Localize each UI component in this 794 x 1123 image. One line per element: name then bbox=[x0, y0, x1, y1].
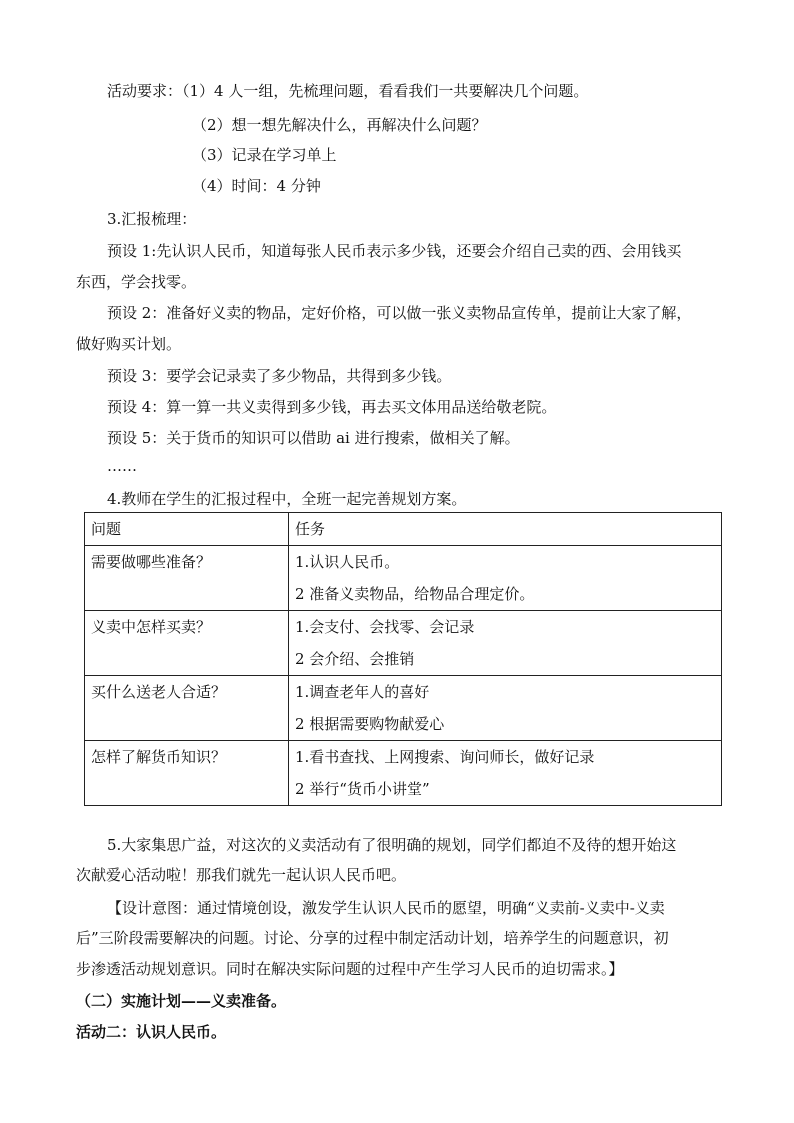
design-intent-line-3: 步渗透活动规划意识。同时在解决实际问题的过程中产生学习人民币的迫切需求。】 bbox=[76, 960, 624, 978]
task-line: 2 根据需要购物献爱心 bbox=[295, 715, 445, 733]
task-line: 1.会支付、会找零、会记录 bbox=[295, 618, 475, 636]
requirement-item-4: （4）时间：4 分钟 bbox=[192, 177, 321, 195]
preset-1-line-2: 东西，学会找零。 bbox=[76, 273, 197, 291]
table-cell-tasks bbox=[289, 546, 722, 611]
preset-3: 预设 3：要学会记录卖了多少物品，共得到多少钱。 bbox=[107, 367, 452, 385]
preset-2-line-1: 预设 2：准备好义卖的物品，定好价格，可以做一张义卖物品宣传单，提前让大家了解， bbox=[107, 304, 692, 322]
plan-table bbox=[84, 512, 722, 806]
task-line: 1.调查老年人的喜好 bbox=[295, 683, 430, 701]
table-header-row bbox=[85, 513, 722, 546]
ellipsis: …… bbox=[107, 457, 137, 475]
task-line: 2 会介绍、会推销 bbox=[295, 650, 415, 668]
preset-2-line-2: 做好购买计划。 bbox=[76, 335, 182, 353]
preset-1-line-1: 预设 1:先认识人民币，知道每张人民币表示多少钱，还要会介绍自己卖的西、会用钱买 bbox=[107, 242, 682, 260]
design-intent-line-1: 【设计意图：通过情境创设，激发学生认识人民币的愿望，明确“义卖前-义卖中-义卖 bbox=[107, 899, 665, 917]
requirement-item-1: （1）4 人一组，先梳理问题，看看我们一共要解决几个问题。 bbox=[182, 82, 589, 100]
table-cell-tasks bbox=[289, 741, 722, 806]
table-row bbox=[85, 676, 722, 741]
requirement-item-3: （3）记录在学习单上 bbox=[192, 146, 337, 164]
table-cell-question: 怎样了解货币知识？ bbox=[85, 741, 289, 806]
task-line: 2 准备义卖物品，给物品合理定价。 bbox=[295, 585, 535, 603]
preset-4: 预设 4：算一算一共义卖得到多少钱，再去买文体用品送给敬老院。 bbox=[107, 398, 557, 416]
table-cell-tasks bbox=[289, 676, 722, 741]
activity-requirements-label: 活动要求： bbox=[107, 82, 183, 100]
preset-5: 预设 5：关于货币的知识可以借助 ai 进行搜索，做相关了解。 bbox=[107, 429, 520, 447]
table-header-task: 任务 bbox=[289, 513, 722, 546]
design-intent-line-2: 后”三阶段需要解决的问题。讨论、分享的过程中制定活动计划，培养学生的问题意识，初 bbox=[76, 929, 669, 947]
section5-line-2: 次献爱心活动啦！那我们就先一起认识人民币吧。 bbox=[76, 866, 407, 884]
table-header-question: 问题 bbox=[85, 513, 289, 546]
task-line: 1.认识人民币。 bbox=[295, 553, 400, 571]
task-line: 1.看书查找、上网搜索、询问师长，做好记录 bbox=[295, 748, 595, 766]
table-row bbox=[85, 611, 722, 676]
part2-heading: （二）实施计划——义卖准备。 bbox=[76, 992, 287, 1010]
activity-requirements-line-1 bbox=[107, 80, 588, 102]
table-row bbox=[85, 546, 722, 611]
section4-heading: 4.教师在学生的汇报过程中，全班一起完善规划方案。 bbox=[107, 490, 467, 508]
task-line: 2 举行“货币小讲堂” bbox=[295, 780, 430, 798]
table-cell-question: 买什么送老人合适？ bbox=[85, 676, 289, 741]
section3-heading: 3.汇报梳理： bbox=[107, 210, 197, 228]
activity2-heading: 活动二：认识人民币。 bbox=[76, 1023, 227, 1041]
table-cell-tasks bbox=[289, 611, 722, 676]
table-cell-question: 需要做哪些准备？ bbox=[85, 546, 289, 611]
table-row bbox=[85, 741, 722, 806]
table-cell-question: 义卖中怎样买卖？ bbox=[85, 611, 289, 676]
requirement-item-2: （2）想一想先解决什么，再解决什么问题？ bbox=[192, 116, 487, 134]
section5-line-1: 5.大家集思广益，对这次的义卖活动有了很明确的规划，同学们都迫不及待的想开始这 bbox=[107, 836, 677, 854]
